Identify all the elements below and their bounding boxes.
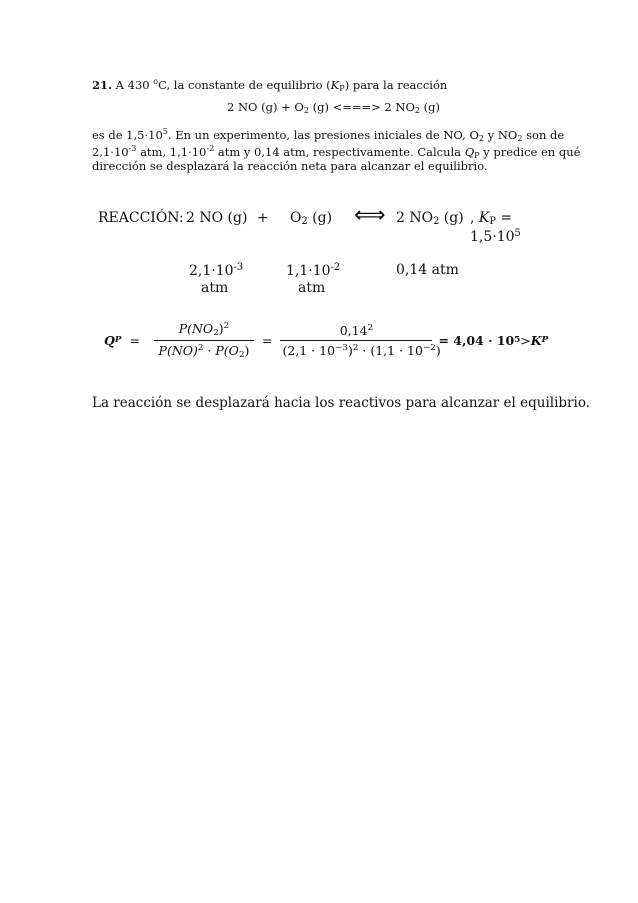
problem-body-line-1: es de $1,5\cdot 10^5$. En un experimento, las presiones iniciales de NO, O2 y NO2 son de [92,127,565,143]
product-no2: 2 NO2 (g) [396,210,464,227]
problem-intro: 21. A 430 $^o$C, la constante de equilibrio (KP) para la reacción [92,77,448,93]
fraction-numeric: $\frac{0,14^2}{(2,1 \cdot 10^{-3})^2 \cdot (1,1 \cdot 10^{-2})}$ [282,322,441,358]
problem-body-line-3: dirección se desplazará la reacción neta para alcanzar el equilibrio. [92,159,488,173]
equilibrium-arrow-icon: ⟺ [354,203,386,228]
problem-number: 21. [92,78,113,92]
kp-value: $1,5\cdot 10^5$ [470,228,521,245]
reactant-no: 2 NO (g) [186,210,248,226]
pressure-no: $2,1\cdot 10^{-3}$ [189,262,244,279]
pressure-o2-unit: atm [298,280,326,296]
reaction-display: 2 NO (g) + O2 (g) <===> 2 NO2 (g) [227,100,441,115]
problem-body-line-2: $2,1\cdot 10^{-3}$ atm, $1,1\cdot 10^{-2}$ atm y 0,14 atm, respectivamente. Calcula QP y predice en qué [92,144,581,160]
pressure-o2: $1,1\cdot 10^{-2}$ [286,262,341,279]
plus-sign: + [257,210,269,226]
kp-label: , KP = [470,210,513,227]
pressure-no2: 0,14 atm [396,262,459,278]
fraction-symbolic: $\frac{P(NO2)^2}{P(NO)^2 \cdot P(O2)}$ [154,321,254,360]
reaction-label: REACCIÓN: [98,210,184,226]
pressure-no-unit: atm [201,280,229,296]
conclusion-text: La reacción se desplazará hacia los reactivos para alcanzar el equilibrio. [92,395,591,411]
qp-formula: Q P = $\frac{P(NO2)^2}{P(NO)^2 \cdot P(O2)}$ = $\frac{0,14^2}{(2,1 \cdot 10^{-3})^2 \cdot (1,1 \cdot 10^{-2})}$ = 4,04 · 10 5 > K P [104,320,549,360]
reactant-o2: O2 (g) [290,210,333,227]
